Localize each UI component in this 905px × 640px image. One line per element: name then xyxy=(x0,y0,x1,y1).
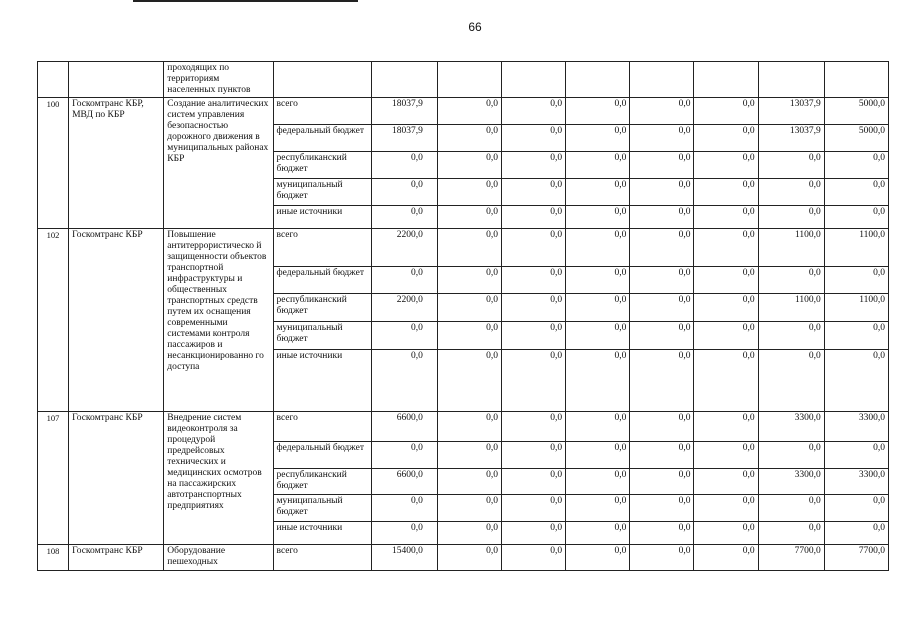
funding-source-label: республиканский бюджет xyxy=(273,469,371,495)
value-cell: 3300,0 xyxy=(758,412,824,442)
executor-cell: Госкомтранс КБР, МВД по КБР xyxy=(69,98,164,229)
value-cell: 0,0 xyxy=(437,545,501,571)
table-body xyxy=(38,98,889,571)
value-cell: 0,0 xyxy=(371,442,437,469)
value-cell: 0,0 xyxy=(824,267,888,294)
value-cell: 0,0 xyxy=(437,98,501,125)
value-cell: 5000,0 xyxy=(824,125,888,152)
value-cell: 13037,9 xyxy=(758,98,824,125)
value-cell: 0,0 xyxy=(371,322,437,350)
value-cell: 1100,0 xyxy=(758,294,824,322)
funding-source-label: федеральный бюджет xyxy=(273,125,371,152)
value-cell: 3300,0 xyxy=(824,412,888,442)
value-cell: 0,0 xyxy=(694,469,758,495)
value-cell: 0,0 xyxy=(566,206,630,229)
value-cell: 0,0 xyxy=(502,412,566,442)
executor-cell: Госкомтранс КБР xyxy=(69,412,164,545)
table-row xyxy=(38,229,889,267)
funding-source-label: иные источники xyxy=(273,206,371,229)
value-cell: 0,0 xyxy=(758,522,824,545)
funding-source-label: иные источники xyxy=(273,350,371,412)
funding-source-label: муниципальный бюджет xyxy=(273,322,371,350)
value-cell: 3300,0 xyxy=(824,469,888,495)
value-cell: 6600,0 xyxy=(371,412,437,442)
value-cell: 0,0 xyxy=(437,125,501,152)
value-cell: 0,0 xyxy=(630,98,694,125)
value-cell: 0,0 xyxy=(566,229,630,267)
value-cell: 0,0 xyxy=(630,350,694,412)
table-row xyxy=(38,98,889,125)
table-row xyxy=(38,412,889,442)
description-cell: проходящих по территориям населенных пунктов xyxy=(164,62,273,98)
value-cell: 0,0 xyxy=(566,350,630,412)
value-cell: 0,0 xyxy=(694,522,758,545)
value-cell: 1100,0 xyxy=(824,229,888,267)
value-cell: 18037,9 xyxy=(371,125,437,152)
value-cell: 0,0 xyxy=(630,495,694,522)
value-cell: 0,0 xyxy=(566,267,630,294)
value-cell: 0,0 xyxy=(437,206,501,229)
executor-cell xyxy=(69,62,164,98)
value-cell: 0,0 xyxy=(566,125,630,152)
value-cell: 0,0 xyxy=(694,229,758,267)
table-row xyxy=(38,545,889,571)
value-cell: 0,0 xyxy=(566,412,630,442)
value-cell: 0,0 xyxy=(437,322,501,350)
value-cell: 0,0 xyxy=(758,350,824,412)
value-cell: 0,0 xyxy=(694,495,758,522)
value-cell: 0,0 xyxy=(694,294,758,322)
value-cell: 0,0 xyxy=(758,152,824,179)
value-cell: 0,0 xyxy=(758,267,824,294)
value-cell: 0,0 xyxy=(824,206,888,229)
value-cell: 0,0 xyxy=(824,442,888,469)
value-cell: 0,0 xyxy=(630,522,694,545)
value-cell: 0,0 xyxy=(824,350,888,412)
funding-source-label: всего xyxy=(273,98,371,125)
funding-source-label: федеральный бюджет xyxy=(273,442,371,469)
value-cell: 0,0 xyxy=(758,442,824,469)
funding-source-label: республиканский бюджет xyxy=(273,294,371,322)
value-cell: 0,0 xyxy=(437,179,501,206)
value-cell: 7700,0 xyxy=(758,545,824,571)
funding-source-label: всего xyxy=(273,229,371,267)
funding-source-label: республиканский бюджет xyxy=(273,152,371,179)
value-cell: 0,0 xyxy=(371,267,437,294)
description-cell: Оборудование пешеходных xyxy=(164,545,273,571)
value-cell: 0,0 xyxy=(566,179,630,206)
funding-source-label: муниципальный бюджет xyxy=(273,179,371,206)
value-cell: 0,0 xyxy=(566,152,630,179)
page-number: 66 xyxy=(468,20,482,34)
value-cell: 0,0 xyxy=(502,179,566,206)
value-cell: 0,0 xyxy=(630,469,694,495)
value-cell: 0,0 xyxy=(371,350,437,412)
value-cell: 0,0 xyxy=(437,350,501,412)
value-cell: 0,0 xyxy=(694,412,758,442)
table-row-continuation xyxy=(38,62,889,98)
value-cell: 1100,0 xyxy=(758,229,824,267)
value-cell: 0,0 xyxy=(502,294,566,322)
value-cell: 0,0 xyxy=(630,152,694,179)
funding-source-label: всего xyxy=(273,545,371,571)
top-rule-line xyxy=(133,0,358,2)
value-cell: 0,0 xyxy=(502,229,566,267)
value-cell: 0,0 xyxy=(758,206,824,229)
value-cell: 0,0 xyxy=(824,152,888,179)
funding-source-label: федеральный бюджет xyxy=(273,267,371,294)
value-cell: 7700,0 xyxy=(824,545,888,571)
value-cell: 0,0 xyxy=(502,350,566,412)
value-cell: 0,0 xyxy=(502,152,566,179)
value-cell: 0,0 xyxy=(437,522,501,545)
value-cell: 0,0 xyxy=(566,522,630,545)
value-cell: 2200,0 xyxy=(371,294,437,322)
value-cell: 15400,0 xyxy=(371,545,437,571)
value-cell: 0,0 xyxy=(630,206,694,229)
value-cell: 0,0 xyxy=(371,495,437,522)
value-cell: 0,0 xyxy=(437,294,501,322)
value-cell: 18037,9 xyxy=(371,98,437,125)
budget-table xyxy=(37,61,889,571)
value-cell: 0,0 xyxy=(630,412,694,442)
value-cell: 0,0 xyxy=(694,179,758,206)
value-cell: 0,0 xyxy=(630,179,694,206)
value-cell: 0,0 xyxy=(502,442,566,469)
row-number: 107 xyxy=(38,412,69,545)
value-cell: 0,0 xyxy=(437,469,501,495)
value-cell: 2200,0 xyxy=(371,229,437,267)
value-cell: 0,0 xyxy=(502,206,566,229)
value-cell: 0,0 xyxy=(566,322,630,350)
funding-source-label: всего xyxy=(273,412,371,442)
value-cell: 0,0 xyxy=(566,545,630,571)
value-cell: 0,0 xyxy=(437,412,501,442)
value-cell: 3300,0 xyxy=(758,469,824,495)
value-cell: 0,0 xyxy=(694,350,758,412)
row-number: 102 xyxy=(38,229,69,412)
value-cell: 6600,0 xyxy=(371,469,437,495)
value-cell: 0,0 xyxy=(566,442,630,469)
value-cell: 0,0 xyxy=(437,267,501,294)
value-cell: 0,0 xyxy=(371,152,437,179)
value-cell: 0,0 xyxy=(566,294,630,322)
value-cell: 0,0 xyxy=(758,179,824,206)
value-cell: 0,0 xyxy=(371,179,437,206)
value-cell: 0,0 xyxy=(694,206,758,229)
value-cell: 0,0 xyxy=(437,442,501,469)
value-cell: 0,0 xyxy=(371,206,437,229)
value-cell: 0,0 xyxy=(824,322,888,350)
funding-source-label: муниципальный бюджет xyxy=(273,495,371,522)
value-cell: 0,0 xyxy=(502,322,566,350)
value-cell: 1100,0 xyxy=(824,294,888,322)
value-cell: 0,0 xyxy=(502,469,566,495)
value-cell: 0,0 xyxy=(502,545,566,571)
row-num-cell xyxy=(38,62,69,98)
value-cell: 0,0 xyxy=(694,152,758,179)
value-cell: 0,0 xyxy=(758,322,824,350)
value-cell: 0,0 xyxy=(694,322,758,350)
value-cell: 0,0 xyxy=(502,125,566,152)
value-cell: 0,0 xyxy=(502,267,566,294)
value-cell: 0,0 xyxy=(694,267,758,294)
value-cell: 0,0 xyxy=(437,229,501,267)
description-cell: Повышение антитеррористическо й защищенности объектов транспортной инфраструктуры и общественных транспортных средств путем их оснащения современными системами контроля пассажиров и несанкционированно го доступа xyxy=(164,229,273,412)
value-cell: 0,0 xyxy=(630,229,694,267)
value-cell: 0,0 xyxy=(630,125,694,152)
value-cell: 0,0 xyxy=(566,495,630,522)
value-cell: 0,0 xyxy=(630,322,694,350)
value-cell: 0,0 xyxy=(630,294,694,322)
value-cell: 0,0 xyxy=(824,179,888,206)
description-cell: Внедрение систем видеоконтроля за процедурой предрейсовых технических и медицинских осмотров на пассажирских автотранспортных предприятиях xyxy=(164,412,273,545)
value-cell: 0,0 xyxy=(694,98,758,125)
value-cell: 0,0 xyxy=(437,495,501,522)
executor-cell: Госкомтранс КБР xyxy=(69,229,164,412)
value-cell: 0,0 xyxy=(824,495,888,522)
value-cell: 0,0 xyxy=(694,125,758,152)
funding-source-label: иные источники xyxy=(273,522,371,545)
value-cell: 0,0 xyxy=(566,469,630,495)
value-cell: 5000,0 xyxy=(824,98,888,125)
value-cell: 0,0 xyxy=(502,98,566,125)
value-cell: 0,0 xyxy=(630,442,694,469)
row-number: 108 xyxy=(38,545,69,571)
value-cell: 0,0 xyxy=(694,545,758,571)
value-cell: 0,0 xyxy=(824,522,888,545)
value-cell: 0,0 xyxy=(502,522,566,545)
value-cell: 0,0 xyxy=(566,98,630,125)
value-cell: 0,0 xyxy=(371,522,437,545)
executor-cell: Госкомтранс КБР xyxy=(69,545,164,571)
value-cell: 0,0 xyxy=(437,152,501,179)
value-cell: 0,0 xyxy=(694,442,758,469)
value-cell: 13037,9 xyxy=(758,125,824,152)
value-cell: 0,0 xyxy=(630,267,694,294)
row-number: 100 xyxy=(38,98,69,229)
value-cell: 0,0 xyxy=(630,545,694,571)
value-cell: 0,0 xyxy=(758,495,824,522)
description-cell: Создание аналитических систем управления безопасностью дорожного движения в муниципальных районах КБР xyxy=(164,98,273,229)
value-cell: 0,0 xyxy=(502,495,566,522)
